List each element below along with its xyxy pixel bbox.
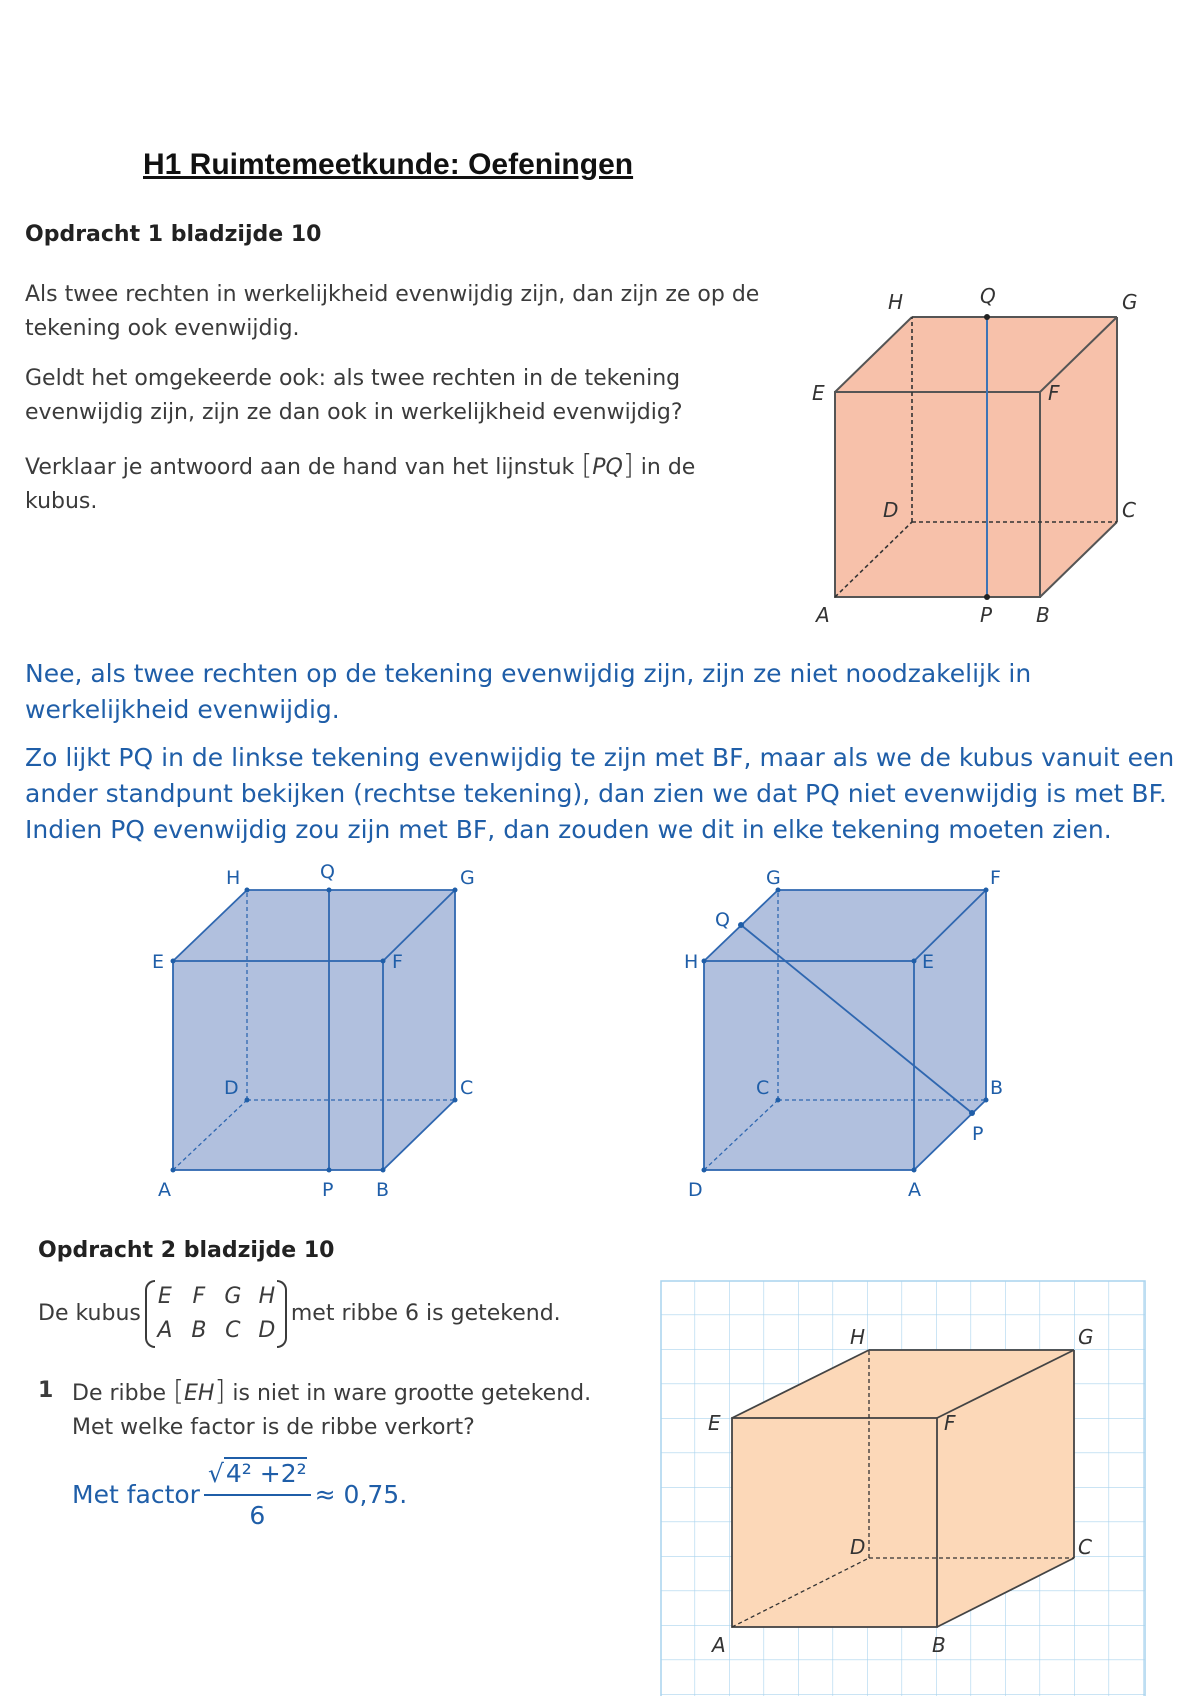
left-label-e: E — [152, 951, 165, 973]
label-e: E — [812, 381, 825, 405]
page-title: H1 Ruimtemeetkunde: Oefeningen — [143, 148, 634, 181]
right-label-c: C — [756, 1077, 770, 1099]
label-h: H — [888, 290, 904, 314]
left-label-g: G — [460, 867, 475, 889]
right-label-d: D — [688, 1179, 703, 1201]
intro-before: De kubus — [38, 1301, 141, 1326]
matrix-e: E — [157, 1284, 172, 1309]
matrix-h: H — [258, 1284, 276, 1309]
opdracht1-paragraph-1: Als twee rechten in werkelijkheid evenwijdig zijn, dan zijn ze op de tekening ook evenwijdig. — [25, 282, 760, 341]
blue-cube-right — [680, 858, 1030, 1208]
right-label-f: F — [990, 867, 1001, 889]
right-label-p: P — [972, 1123, 984, 1145]
q-text-after: is niet in ware grootte getekend. — [232, 1381, 592, 1406]
opdracht2-intro — [38, 1280, 561, 1348]
right-label-a: A — [908, 1179, 921, 1201]
left-label-c: C — [460, 1077, 474, 1099]
right-label-b: B — [990, 1077, 1004, 1099]
salmon-cube-figure — [800, 280, 1150, 640]
label-f: F — [1048, 381, 1060, 405]
grid-label-d: D — [850, 1535, 866, 1559]
left-label-b: B — [376, 1179, 390, 1201]
grid-label-b: B — [932, 1633, 946, 1657]
label-a: A — [816, 603, 830, 627]
matrix-c: C — [225, 1318, 241, 1343]
grid-label-g: G — [1078, 1325, 1094, 1349]
p3-text-after: in de kubus. — [25, 455, 696, 514]
label-g: G — [1122, 290, 1138, 314]
left-label-p: P — [322, 1179, 334, 1201]
left-label-a: A — [158, 1179, 171, 1201]
label-p: P — [980, 603, 993, 627]
right-label-e: E — [922, 951, 935, 973]
label-b: B — [1036, 603, 1050, 627]
grid-label-f: F — [944, 1411, 956, 1435]
opdracht1-paragraph-3: Verklaar je antwoord aan de hand van het lijnstuk [PQ] in de kubus. — [25, 448, 696, 514]
q-line-2: Met welke factor is de ribbe verkort? — [72, 1415, 475, 1440]
right-label-q: Q — [715, 909, 730, 931]
grid-label-c: C — [1078, 1535, 1092, 1559]
grid-label-a: A — [712, 1633, 726, 1657]
q-text-before: De ribbe — [72, 1381, 167, 1406]
opdracht1-paragraph-2: Geldt het omgekeerde ook: als twee rechten in de tekening evenwijdig zijn, zijn ze dan ook in werkelijkheid evenwijdig? — [25, 366, 683, 425]
label-c: C — [1122, 498, 1136, 522]
segment-eh: EH — [184, 1381, 215, 1406]
intro-after: met ribbe 6 is getekend. — [290, 1301, 561, 1326]
answer-prefix: Met factor — [72, 1480, 200, 1509]
fraction-denominator: 6 — [249, 1501, 266, 1530]
blue-cube-left — [140, 858, 490, 1208]
segment-pq: PQ — [592, 455, 623, 480]
opdracht2-heading: Opdracht 2 bladzijde 10 — [38, 1238, 335, 1263]
matrix-f: F — [192, 1284, 206, 1309]
answer-suffix: ≈ 0,75. — [314, 1480, 408, 1509]
matrix-d: D — [258, 1318, 276, 1343]
opdracht1-heading: Opdracht 1 bladzijde 10 — [25, 222, 322, 247]
right-label-g: G — [766, 867, 781, 889]
answer-fraction: $\frac{\text{√4² +2²}}{6}$ — [204, 1456, 311, 1534]
answer-2: Zo lijkt PQ in de linkse tekening evenwijdig te zijn met BF, maar als we de kubus vanuit een ander standpunt bekijken (rechtse tekening), dan zien we dat PQ niet evenwijdig is met BF. Indien PQ evenwijdig zou zijn met BF, dan zouden we dit in elke tekening moeten zien. — [25, 743, 1175, 844]
left-label-d: D — [224, 1077, 239, 1099]
p3-text-before: Verklaar je antwoord aan de hand van het lijnstuk — [25, 455, 575, 480]
cube-matrix — [145, 1280, 287, 1348]
label-q: Q — [980, 284, 996, 308]
orange-cube-grid-figure — [660, 1280, 1146, 1696]
question-1: De ribbe [EH] is niet in ware grootte getekend. Met welke factor is de ribbe verkort? — [72, 1374, 632, 1445]
fraction-numerator: 4² +2² — [225, 1459, 307, 1488]
label-d: D — [883, 498, 899, 522]
question-number: 1 — [38, 1378, 54, 1403]
answer-1: Nee, als twee rechten op de tekening evenwijdig zijn, zijn ze niet noodzakelijk in werkelijkheid evenwijdig. — [25, 659, 1032, 724]
matrix-b: B — [191, 1318, 207, 1343]
matrix-g: G — [224, 1284, 242, 1309]
left-label-q: Q — [320, 861, 335, 883]
matrix-a: A — [157, 1318, 173, 1343]
left-label-f: F — [392, 951, 403, 973]
right-label-h: H — [684, 951, 699, 973]
left-label-h: H — [226, 867, 241, 889]
grid-label-h: H — [850, 1325, 866, 1349]
opdracht2-answer — [72, 1456, 407, 1534]
grid-label-e: E — [708, 1411, 721, 1435]
